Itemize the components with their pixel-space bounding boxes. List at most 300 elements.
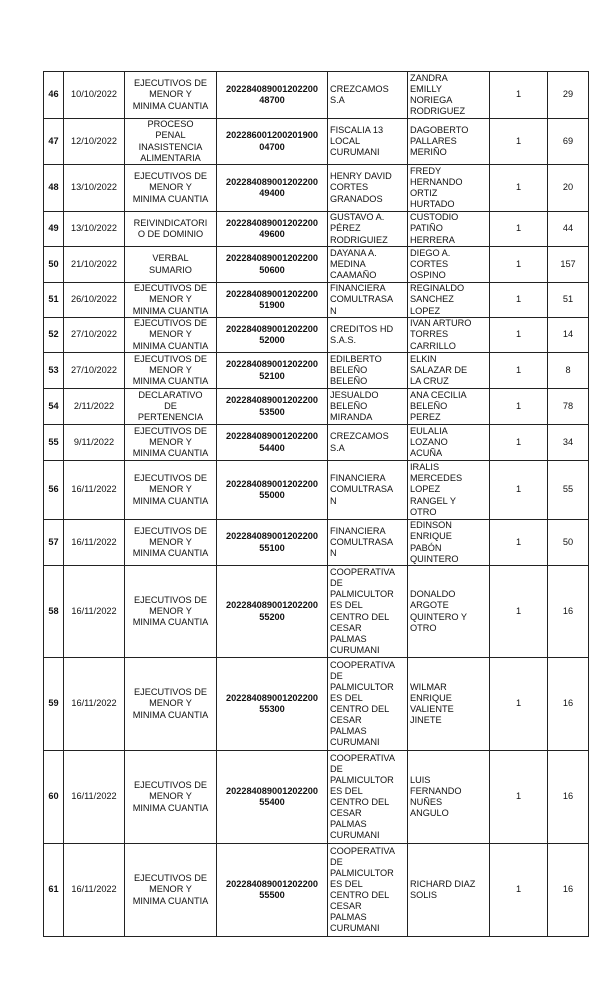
cell-line: EJECUTIVOS DE xyxy=(133,525,207,536)
cell-line: BELEÑO xyxy=(330,376,368,387)
plaintiff-cell xyxy=(328,751,408,844)
plaintiff-cell xyxy=(328,119,408,165)
cell-line: PALMAS xyxy=(330,726,367,737)
cell-line: LOPEZ xyxy=(410,484,441,495)
cell-line: MENOR Y xyxy=(149,791,192,802)
cell-line: S.A xyxy=(330,442,345,453)
process-class-cell xyxy=(125,212,217,247)
cell-line: MEDINA xyxy=(330,258,366,269)
cell-line: EJECUTIVOS DE xyxy=(133,283,207,294)
cell-line: COMULTRASA xyxy=(330,536,394,547)
cell-line: CORTES xyxy=(330,182,369,193)
cell-line: VALIENTE xyxy=(410,704,454,714)
table-row xyxy=(44,520,589,566)
plaintiff-cell xyxy=(328,844,408,937)
cell-line: MIRANDA xyxy=(330,412,373,423)
date-cell: 26/10/2022 xyxy=(64,283,125,318)
defendant-cell xyxy=(408,658,490,751)
cell-line: PALMICULTOR xyxy=(330,867,394,878)
cell-line: EDILBERTO xyxy=(330,353,382,364)
date-cell: 13/10/2022 xyxy=(64,212,125,247)
defendant-cell xyxy=(408,520,490,566)
count-2-cell: 16 xyxy=(548,658,589,751)
plaintiff-cell xyxy=(328,165,408,212)
row-number: 48 xyxy=(44,165,64,212)
row-number: 52 xyxy=(44,318,64,353)
cell-line: COMULTRASA xyxy=(330,294,394,305)
cell-line: 202284089001202200 xyxy=(226,600,318,611)
count-1-cell: 1 xyxy=(490,283,548,318)
cell-line: DE xyxy=(330,578,343,589)
cell-line: 202284089001202200 xyxy=(226,431,318,442)
date-cell: 16/11/2022 xyxy=(64,844,125,937)
cell-line: 202284089001202200 xyxy=(226,395,318,406)
row-number: 57 xyxy=(44,520,64,566)
cell-line: MINIMA CUANTIA xyxy=(132,448,209,459)
count-2-cell: 16 xyxy=(548,844,589,937)
plaintiff-cell xyxy=(328,353,408,389)
cell-line: HERNANDO xyxy=(410,176,463,187)
cell-line: 202284089001202200 xyxy=(226,478,318,489)
row-number: 60 xyxy=(44,751,64,844)
cell-line: LUIS xyxy=(410,774,431,785)
count-2-cell: 8 xyxy=(548,353,589,389)
cell-line: 202284089001202200 xyxy=(226,288,318,299)
cell-line: IVAN ARTURO xyxy=(410,318,472,329)
cell-line: RANGEL Y xyxy=(410,495,456,506)
cell-line: COOPERATIVA xyxy=(330,752,396,763)
cell-line: GRANADOS xyxy=(330,193,383,204)
row-number: 51 xyxy=(44,283,64,318)
cell-line: MENOR Y xyxy=(149,605,192,616)
cell-line: OTRO xyxy=(410,622,437,633)
date-cell: 16/11/2022 xyxy=(64,566,125,658)
table-row xyxy=(44,751,589,844)
cell-line: N xyxy=(330,495,337,506)
cell-line: 202284089001202200 xyxy=(226,83,318,94)
cell-line: EJECUTIVOS DE xyxy=(133,425,207,436)
cell-line: FINANCIERA xyxy=(330,525,386,536)
cell-line: HURTADO xyxy=(410,199,455,210)
defendant-cell xyxy=(408,566,490,658)
cell-line: 202284089001202200 xyxy=(226,217,318,228)
cell-line: CESAR xyxy=(330,808,362,819)
cell-line: 202284089001202200 xyxy=(226,785,318,796)
count-2-cell: 16 xyxy=(548,566,589,658)
plaintiff-cell xyxy=(328,247,408,283)
defendant-cell xyxy=(408,165,490,212)
process-class-cell xyxy=(125,425,217,461)
cell-line: EDINSON xyxy=(410,520,452,531)
date-cell: 2/11/2022 xyxy=(64,389,125,425)
cell-line: MINIMA CUANTIA xyxy=(132,802,209,813)
count-2-cell: 29 xyxy=(548,72,589,119)
cell-line: OTRO xyxy=(410,506,437,517)
cell-line: RICHARD DIAZ xyxy=(410,878,476,889)
cell-line: 202284089001202200 xyxy=(226,692,318,703)
plaintiff-cell xyxy=(328,72,408,119)
date-cell: 16/11/2022 xyxy=(64,520,125,566)
count-2-cell: 51 xyxy=(548,283,589,318)
radicado-cell xyxy=(217,72,328,119)
count-2-cell: 78 xyxy=(548,389,589,425)
defendant-cell xyxy=(408,119,490,165)
cell-line: OSPINO xyxy=(410,270,446,281)
row-number: 61 xyxy=(44,844,64,937)
defendant-cell xyxy=(408,72,490,119)
row-number: 55 xyxy=(44,425,64,461)
cell-line: CENTRO DEL xyxy=(330,797,390,807)
radicado-cell xyxy=(217,119,328,165)
cell-line: FINANCIERA xyxy=(330,473,386,484)
cell-line: PALMICULTOR xyxy=(330,589,394,600)
cell-line: N xyxy=(330,548,337,559)
defendant-cell xyxy=(408,461,490,520)
date-cell: 13/10/2022 xyxy=(64,165,125,212)
count-2-cell: 20 xyxy=(548,165,589,212)
cell-line: 55500 xyxy=(259,890,285,900)
plaintiff-cell xyxy=(328,318,408,353)
cell-line: JINETE xyxy=(410,715,442,726)
cell-line: REIVINDICATORI xyxy=(133,217,208,228)
cell-line: 202286001200201900 xyxy=(226,130,318,141)
plaintiff-cell xyxy=(328,461,408,520)
cell-line: PABÓN xyxy=(410,542,442,553)
table-row xyxy=(44,425,589,461)
cell-line: EJECUTIVOS DE xyxy=(133,687,207,698)
cell-line: 52100 xyxy=(259,370,285,381)
cell-line: SANCHEZ xyxy=(410,294,454,305)
cell-line: MENOR Y xyxy=(149,182,192,193)
cell-line: MINIMA CUANTIA xyxy=(132,376,209,387)
cell-line: 55000 xyxy=(259,490,285,500)
cell-line: MINIMA CUANTIA xyxy=(132,100,209,111)
table-row xyxy=(44,658,589,751)
defendant-cell xyxy=(408,844,490,937)
cell-line: ORTIZ xyxy=(410,188,438,198)
cell-line: PÉREZ xyxy=(330,223,361,234)
table-row xyxy=(44,119,589,165)
table-row xyxy=(44,389,589,425)
radicado-cell xyxy=(217,844,328,937)
cell-line: MINIMA CUANTIA xyxy=(132,709,209,720)
cell-line: PALMAS xyxy=(330,912,367,923)
cell-line: 49400 xyxy=(259,188,285,198)
cell-line: WILMAR xyxy=(410,681,447,692)
row-number: 54 xyxy=(44,389,64,425)
cell-line: MENOR Y xyxy=(149,89,192,100)
cell-line: MENOR Y xyxy=(149,329,192,340)
radicado-cell xyxy=(217,425,328,461)
cell-line: BELEÑO xyxy=(330,364,368,375)
cell-line: MENOR Y xyxy=(149,294,192,305)
table-row xyxy=(44,247,589,283)
process-class-cell xyxy=(125,165,217,212)
date-cell: 16/11/2022 xyxy=(64,751,125,844)
cell-line: 55300 xyxy=(259,704,285,714)
cell-line: PROCESO xyxy=(147,119,194,130)
date-cell: 21/10/2022 xyxy=(64,247,125,283)
process-class-cell xyxy=(125,119,217,165)
cell-line: PALMICULTOR xyxy=(330,681,394,692)
plaintiff-cell xyxy=(328,658,408,751)
count-1-cell: 1 xyxy=(490,520,548,566)
table-row xyxy=(44,212,589,247)
count-1-cell: 1 xyxy=(490,844,548,937)
process-class-cell xyxy=(125,247,217,283)
cell-line: ALIMENTARIA xyxy=(140,152,201,163)
table-row xyxy=(44,165,589,212)
cell-line: CURUMANI xyxy=(330,644,380,655)
cell-line: MERCEDES xyxy=(410,473,463,484)
process-class-cell xyxy=(125,318,217,353)
cell-line: RODRIGUEZ xyxy=(410,106,466,117)
cell-line: MENOR Y xyxy=(149,698,192,709)
defendant-cell xyxy=(408,425,490,461)
radicado-cell xyxy=(217,353,328,389)
cell-line: EJECUTIVOS DE xyxy=(133,473,207,484)
count-1-cell: 1 xyxy=(490,425,548,461)
cell-line: 202284089001202200 xyxy=(226,878,318,889)
cell-line: CAAMAÑO xyxy=(330,270,377,281)
process-class-cell xyxy=(125,72,217,119)
cell-line: DONALDO xyxy=(410,589,456,600)
radicado-cell xyxy=(217,318,328,353)
cell-line: ES DEL xyxy=(330,692,363,703)
cell-line: EJECUTIVOS DE xyxy=(133,171,207,182)
cell-line: ARGOTE xyxy=(410,600,449,611)
cell-line: CREZCAMOS xyxy=(330,83,389,94)
cell-line: MENOR Y xyxy=(149,436,192,447)
date-cell: 16/11/2022 xyxy=(64,658,125,751)
cell-line: CREZCAMOS xyxy=(330,431,389,442)
count-1-cell: 1 xyxy=(490,72,548,119)
cell-line: EMILLY xyxy=(410,83,442,94)
cell-line: NUÑES xyxy=(410,797,443,807)
cell-line: CENTRO DEL xyxy=(330,611,390,622)
cell-line: PALLARES xyxy=(410,135,457,146)
cell-line: CORTES xyxy=(410,258,449,269)
process-class-cell xyxy=(125,658,217,751)
cell-line: QUINTERO xyxy=(410,553,459,564)
count-2-cell: 50 xyxy=(548,520,589,566)
radicado-cell xyxy=(217,212,328,247)
radicado-cell xyxy=(217,566,328,658)
count-1-cell: 1 xyxy=(490,566,548,658)
cell-line: CURUMANI xyxy=(330,737,380,748)
process-class-cell xyxy=(125,566,217,658)
cell-line: IRALIS xyxy=(410,462,440,473)
cell-line: INASISTENCIA xyxy=(138,141,203,152)
cell-line: FISCALIA 13 xyxy=(330,124,384,135)
cell-line: CARRILLO xyxy=(410,340,456,351)
cell-line: CUSTODIO xyxy=(410,212,459,223)
cell-line: CESAR xyxy=(330,622,362,633)
plaintiff-cell xyxy=(328,283,408,318)
cell-line: EULALIA xyxy=(410,425,448,436)
cell-line: FERNANDO xyxy=(410,785,462,796)
table-row xyxy=(44,353,589,389)
count-1-cell: 1 xyxy=(490,353,548,389)
count-1-cell: 1 xyxy=(490,165,548,212)
cell-line: LOPEZ xyxy=(410,305,441,316)
cell-line: PEREZ xyxy=(410,412,441,423)
cell-line: EJECUTIVOS DE xyxy=(133,78,207,89)
count-1-cell: 1 xyxy=(490,119,548,165)
process-class-cell xyxy=(125,751,217,844)
cell-line: ENRIQUE xyxy=(410,531,452,542)
cell-line: LOCAL xyxy=(330,135,361,146)
radicado-cell xyxy=(217,165,328,212)
cell-line: 48700 xyxy=(259,95,285,105)
table-row xyxy=(44,844,589,937)
table-row xyxy=(44,318,589,353)
radicado-cell xyxy=(217,520,328,566)
process-class-cell xyxy=(125,520,217,566)
cell-line: MERIÑO xyxy=(410,147,447,158)
cell-line: ES DEL xyxy=(330,785,363,796)
count-2-cell: 55 xyxy=(548,461,589,520)
process-class-cell xyxy=(125,283,217,318)
cell-line: MINIMA CUANTIA xyxy=(132,895,209,906)
cell-line: ZANDRA xyxy=(410,72,448,83)
count-2-cell: 157 xyxy=(548,247,589,283)
cell-line: EJECUTIVOS DE xyxy=(133,780,207,791)
cell-line: 55100 xyxy=(259,542,285,553)
cell-line: S.A xyxy=(330,95,345,105)
cell-line: 54400 xyxy=(259,442,285,453)
cell-line: SOLIS xyxy=(410,890,438,900)
cell-line: COMULTRASA xyxy=(330,484,394,495)
row-number: 59 xyxy=(44,658,64,751)
cell-line: COOPERATIVA xyxy=(330,567,396,578)
count-1-cell: 1 xyxy=(490,658,548,751)
process-class-cell xyxy=(125,353,217,389)
cell-line: PATIÑO xyxy=(410,223,443,234)
cell-line: DE xyxy=(330,763,343,774)
row-number: 49 xyxy=(44,212,64,247)
cell-line: ES DEL xyxy=(330,878,363,889)
process-class-cell xyxy=(125,389,217,425)
cell-line: 202284089001202200 xyxy=(226,253,318,264)
table-row xyxy=(44,461,589,520)
cell-line: 04700 xyxy=(259,141,285,152)
defendant-cell xyxy=(408,212,490,247)
cell-line: NORIEGA xyxy=(410,95,453,105)
cell-line: FINANCIERA xyxy=(330,283,386,294)
count-2-cell: 69 xyxy=(548,119,589,165)
cell-line: SALAZAR DE xyxy=(410,364,468,375)
cell-line: ANGULO xyxy=(410,808,449,819)
cell-line: SUMARIO xyxy=(149,264,192,275)
cell-line: MENOR Y xyxy=(149,536,192,547)
row-number: 47 xyxy=(44,119,64,165)
cell-line: HENRY DAVID xyxy=(330,171,392,182)
cell-line: 202284089001202200 xyxy=(226,323,318,334)
plaintiff-cell xyxy=(328,212,408,247)
defendant-cell xyxy=(408,247,490,283)
cell-line: CESAR xyxy=(330,901,362,912)
count-2-cell: 14 xyxy=(548,318,589,353)
cell-line: DAYANA A. xyxy=(330,247,377,258)
cell-line: EJECUTIVOS DE xyxy=(133,353,207,364)
radicado-cell xyxy=(217,461,328,520)
cell-line: MINIMA CUANTIA xyxy=(132,617,209,628)
date-cell: 10/10/2022 xyxy=(64,72,125,119)
table-row xyxy=(44,283,589,318)
cell-line: MINIMA CUANTIA xyxy=(132,548,209,559)
count-1-cell: 1 xyxy=(490,751,548,844)
cell-line: MINIMA CUANTIA xyxy=(132,305,209,316)
defendant-cell xyxy=(408,318,490,353)
cell-line: EJECUTIVOS DE xyxy=(133,873,207,884)
radicado-cell xyxy=(217,389,328,425)
cell-line: MINIMA CUANTIA xyxy=(132,193,209,204)
cell-line: S.A.S. xyxy=(330,335,357,345)
cell-line: O DE DOMINIO xyxy=(137,229,204,239)
cell-line: MINIMA CUANTIA xyxy=(132,495,209,506)
count-1-cell: 1 xyxy=(490,461,548,520)
cell-line: MENOR Y xyxy=(149,364,192,375)
table-row xyxy=(44,72,589,119)
cell-line: ELKIN xyxy=(410,353,437,364)
date-cell: 12/10/2022 xyxy=(64,119,125,165)
count-1-cell: 1 xyxy=(490,318,548,353)
cell-line: LOZANO xyxy=(410,436,448,447)
row-number: 53 xyxy=(44,353,64,389)
cell-line: DECLARATIVO xyxy=(138,389,203,400)
cell-line: HERRERA xyxy=(410,234,455,245)
cell-line: JESUALDO xyxy=(330,389,379,400)
date-cell: 27/10/2022 xyxy=(64,318,125,353)
radicado-cell xyxy=(217,247,328,283)
plaintiff-cell xyxy=(328,566,408,658)
cell-line: MINIMA CUANTIA xyxy=(132,340,209,351)
cell-line: CENTRO DEL xyxy=(330,704,390,714)
row-number: 58 xyxy=(44,566,64,658)
cell-line: 202284089001202200 xyxy=(226,176,318,187)
count-1-cell: 1 xyxy=(490,247,548,283)
cell-line: RODRIGUIEZ xyxy=(330,234,388,245)
cell-line: MENOR Y xyxy=(149,484,192,495)
cell-line: ANA CECILIA xyxy=(410,389,467,400)
cell-line: CESAR xyxy=(330,715,362,726)
cell-line: PERTENENCIA xyxy=(137,412,204,423)
defendant-cell xyxy=(408,751,490,844)
cell-line: DE xyxy=(164,400,177,411)
cell-line: CURUMANI xyxy=(330,830,380,841)
cell-line: CREDITOS HD xyxy=(330,323,394,334)
process-table xyxy=(43,71,589,937)
cell-line: DAGOBERTO xyxy=(410,124,469,135)
cell-line: CURUMANI xyxy=(330,147,380,158)
plaintiff-cell xyxy=(328,425,408,461)
defendant-cell xyxy=(408,283,490,318)
cell-line: VERBAL xyxy=(152,253,189,264)
count-2-cell: 34 xyxy=(548,425,589,461)
cell-line: MENOR Y xyxy=(149,884,192,895)
radicado-cell xyxy=(217,751,328,844)
cell-line: 202284089001202200 xyxy=(226,531,318,542)
cell-line: DIEGO A. xyxy=(410,247,451,258)
cell-line: 51900 xyxy=(259,300,285,310)
plaintiff-cell xyxy=(328,520,408,566)
cell-line: LA CRUZ xyxy=(410,376,449,387)
cell-line: PENAL xyxy=(155,130,186,141)
cell-line: DE xyxy=(330,856,343,867)
cell-line: QUINTERO Y xyxy=(410,611,468,622)
cell-line: EJECUTIVOS DE xyxy=(133,318,207,329)
